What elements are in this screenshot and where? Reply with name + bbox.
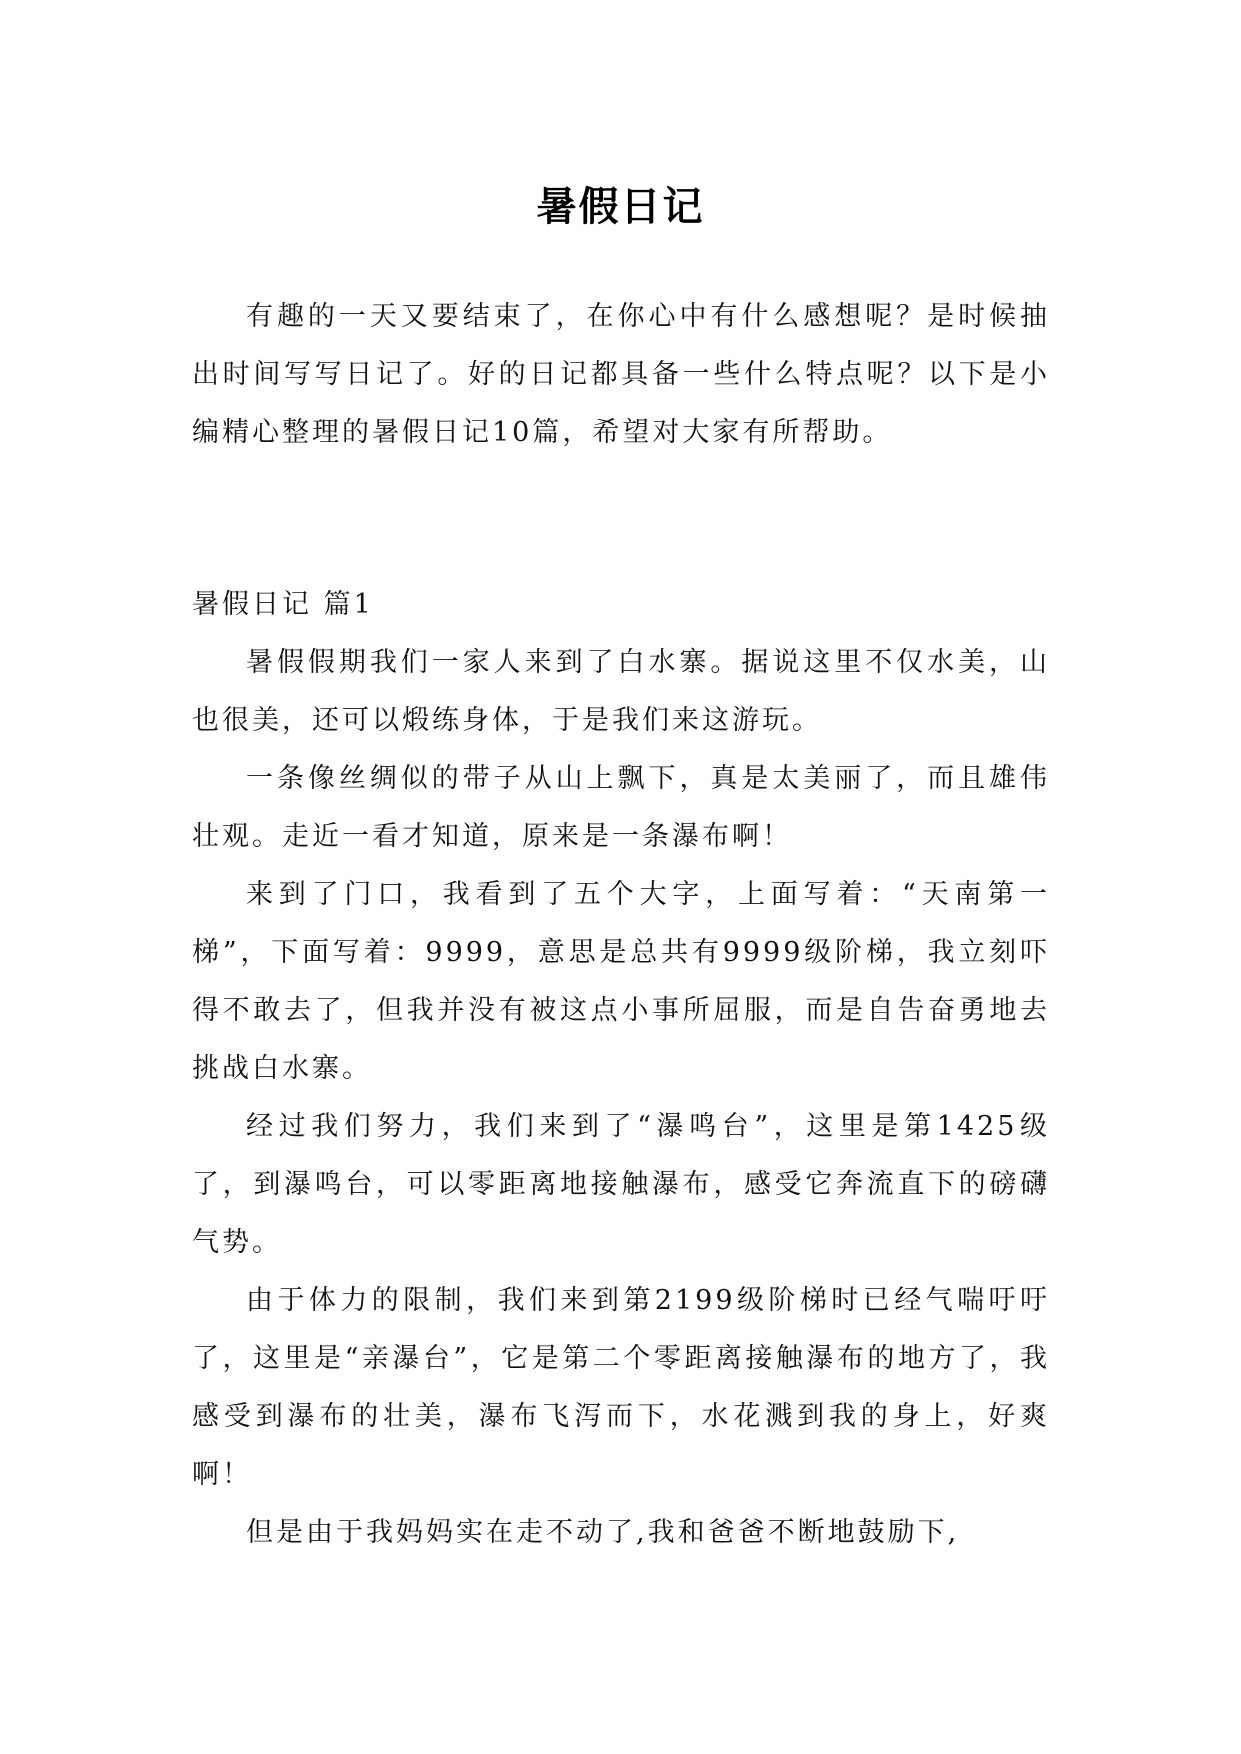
paragraph: 由于体力的限制，我们来到第2199级阶梯时已经气喘吁吁了，这里是“亲瀑台”，它是第二个零距离接触瀑布的地方了，我感受到瀑布的壮美，瀑布飞泻而下，水花溅到我的身上，好爽啊！: [192, 1285, 1050, 1490]
diary-body: [192, 634, 1050, 1562]
paragraph: 一条像丝绸似的带子从山上飘下，真是太美丽了，而且雄伟壮观。走近一看才知道，原来是一条瀑布啊！: [192, 763, 1050, 852]
intro-paragraph: 有趣的一天又要结束了，在你心中有什么感想呢？是时候抽出时间写写日记了。好的日记都具备一些什么特点呢？以下是小编精心整理的暑假日记10篇，希望对大家有所帮助。: [192, 301, 1050, 448]
intro-section: [192, 288, 1050, 462]
paragraph: 暑假假期我们一家人来到了白水寨。据说这里不仅水美，山也很美，还可以煅练身体，于是我们来这游玩。: [192, 647, 1050, 736]
paragraph: 来到了门口，我看到了五个大字，上面写着：“天南第一梯”，下面写着：9999，意思是总共有9999级阶梯，我立刻吓得不敢去了，但我并没有被这点小事所屈服，而是自告奋勇地去挑战白水寨。: [192, 879, 1050, 1084]
section-heading: 暑假日记 篇1: [192, 589, 374, 620]
paragraph: 经过我们努力，我们来到了“瀑鸣台”，这里是第1425级了，到瀑鸣台，可以零距离地接触瀑布，感受它奔流直下的磅礴气势。: [192, 1111, 1050, 1258]
page-title: 暑假日记: [536, 183, 705, 230]
paragraph: 但是由于我妈妈实在走不动了,我和爸爸不断地鼓励下,: [246, 1517, 960, 1548]
